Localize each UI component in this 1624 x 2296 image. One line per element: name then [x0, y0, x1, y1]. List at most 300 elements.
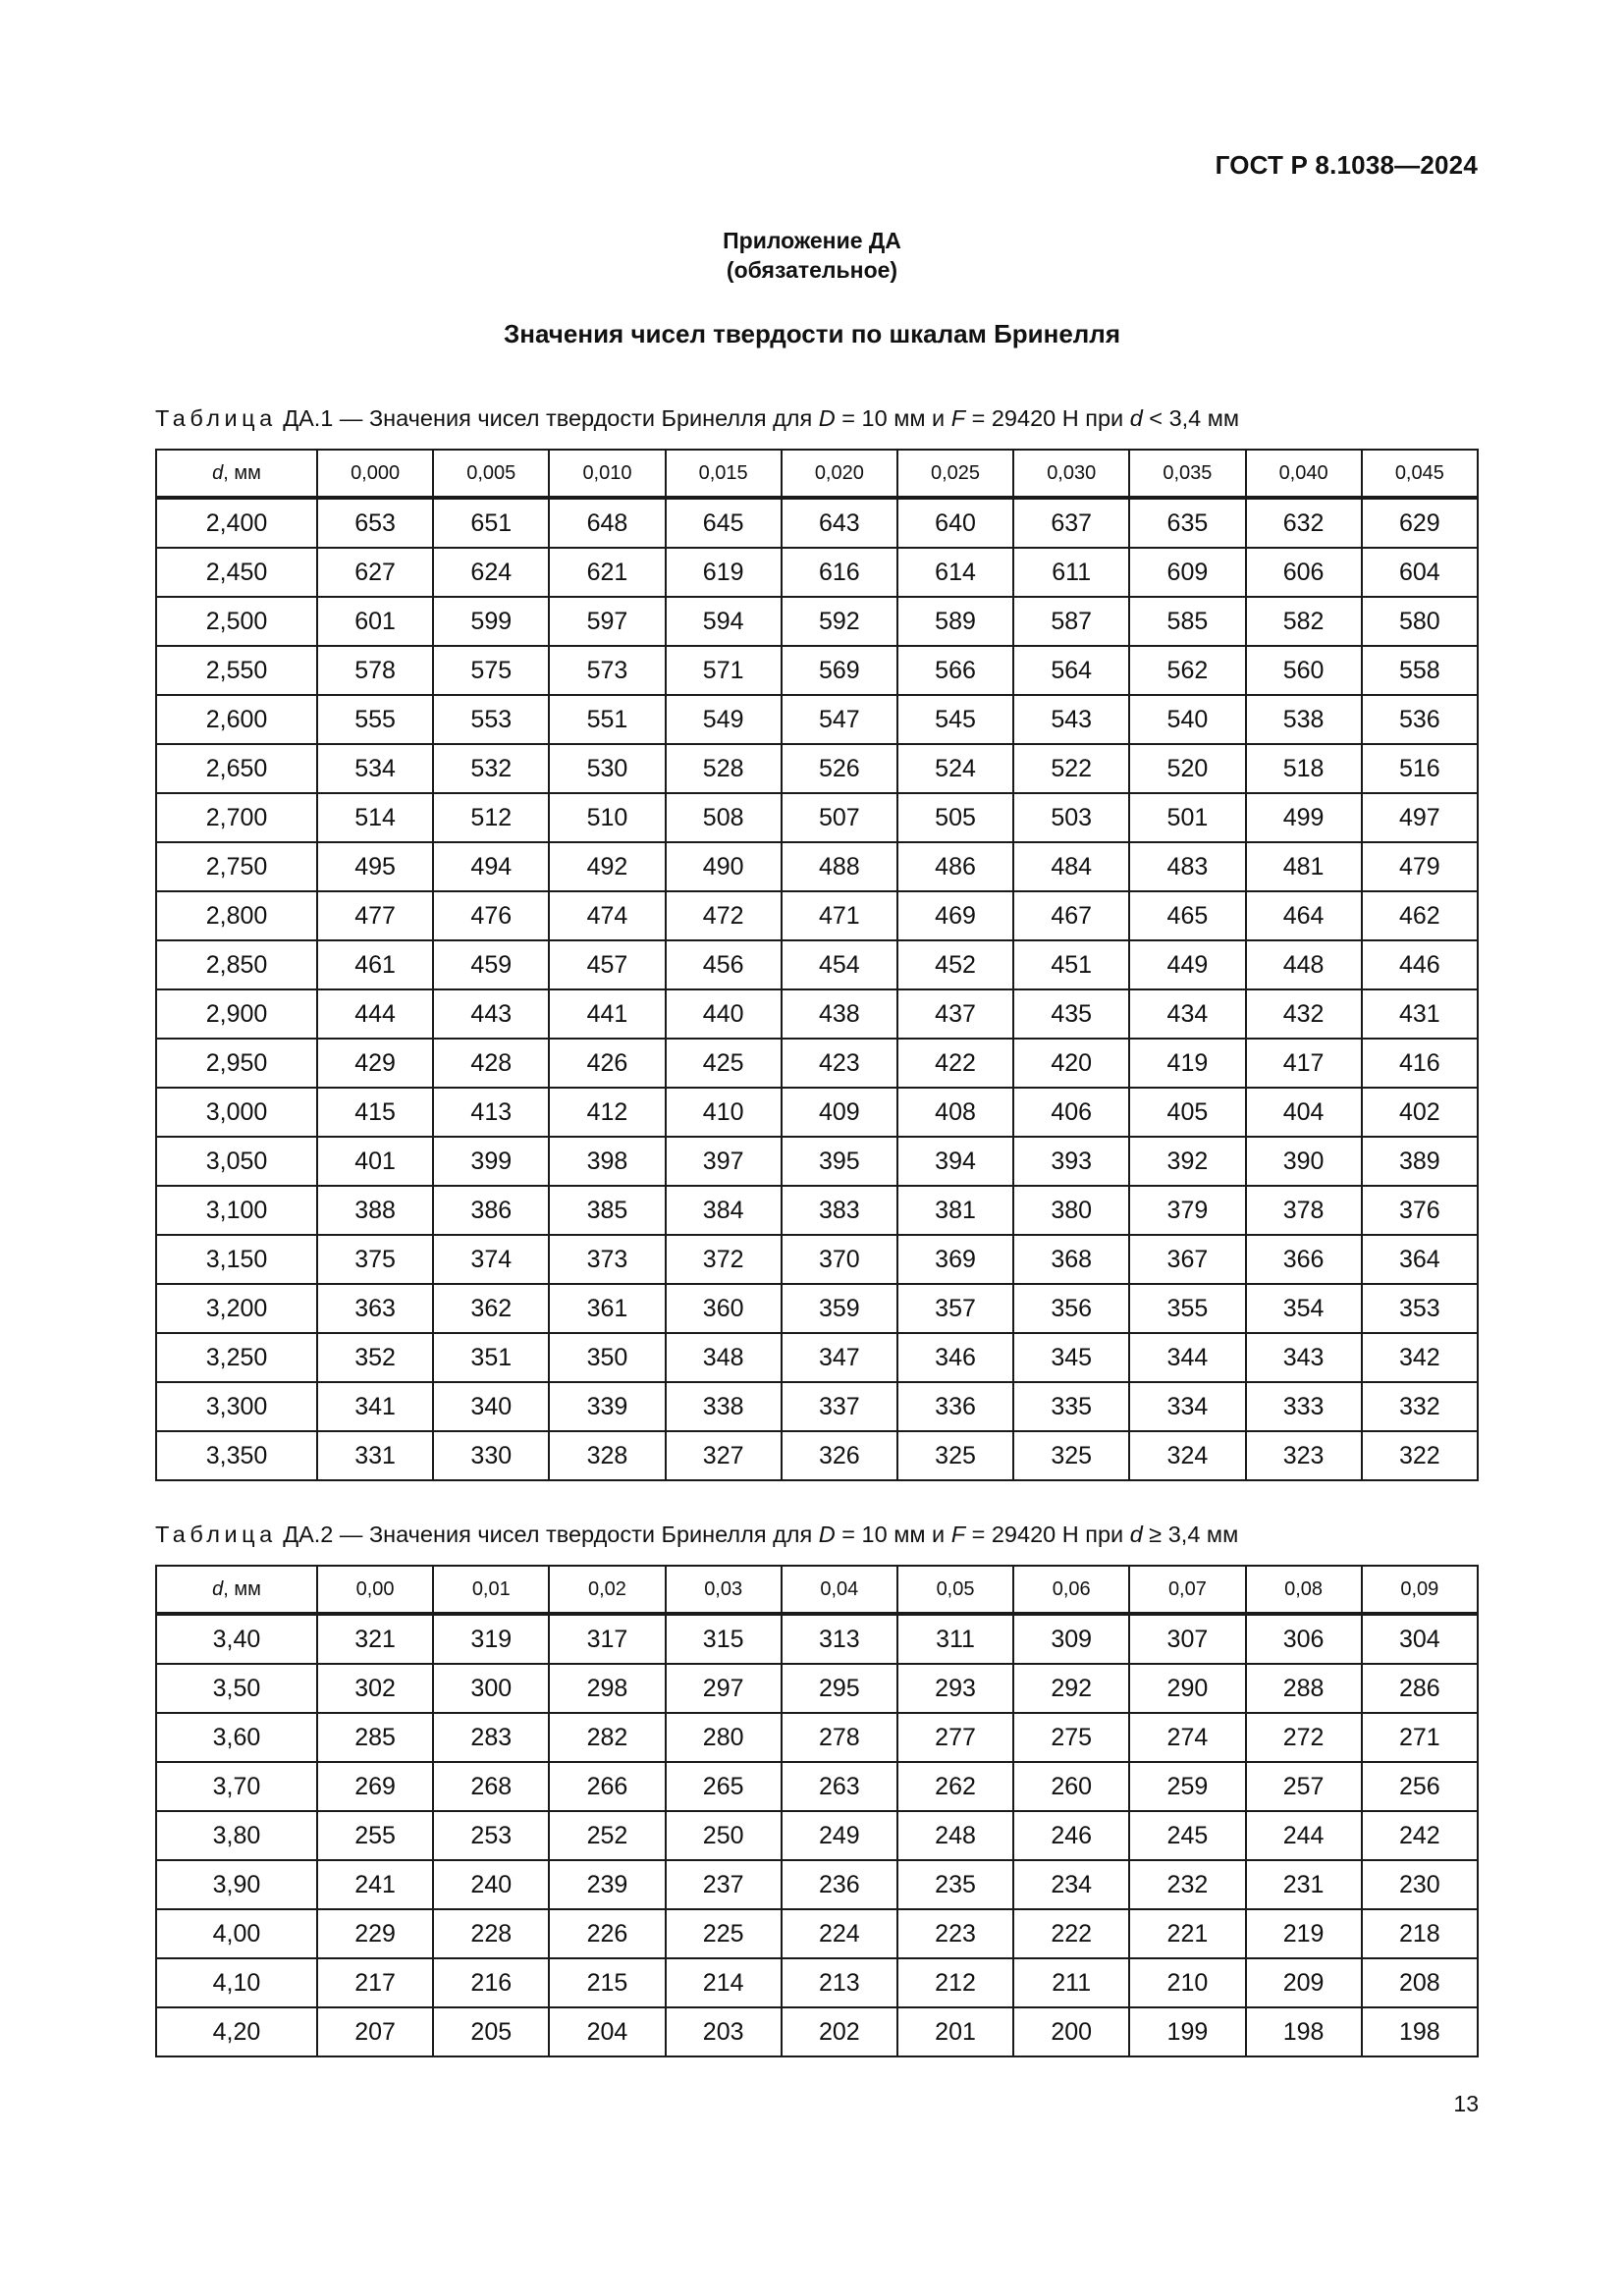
- hardness-value: 457: [549, 940, 665, 989]
- hardness-value: 253: [433, 1811, 549, 1860]
- hardness-value: 440: [666, 989, 782, 1039]
- hardness-value: 464: [1246, 891, 1362, 940]
- row-header-d: 2,850: [156, 940, 317, 989]
- hardness-value: 486: [897, 842, 1013, 891]
- hardness-value: 293: [897, 1664, 1013, 1713]
- row-header-d: 4,20: [156, 2007, 317, 2056]
- hardness-value: 257: [1246, 1762, 1362, 1811]
- hardness-value: 395: [782, 1137, 897, 1186]
- hardness-value: 604: [1362, 548, 1478, 597]
- hardness-value: 198: [1362, 2007, 1478, 2056]
- table-row: [156, 1333, 1478, 1382]
- hardness-value: 420: [1013, 1039, 1129, 1088]
- row-header-d: 3,90: [156, 1860, 317, 1909]
- column-header: 0,00: [317, 1566, 433, 1614]
- hardness-value: 212: [897, 1958, 1013, 2007]
- hardness-value: 355: [1129, 1284, 1245, 1333]
- row-header-d: 3,100: [156, 1186, 317, 1235]
- hardness-value: 215: [549, 1958, 665, 2007]
- row-header-d: 3,60: [156, 1713, 317, 1762]
- column-header: 0,05: [897, 1566, 1013, 1614]
- row-header-d: 2,650: [156, 744, 317, 793]
- hardness-value: 272: [1246, 1713, 1362, 1762]
- hardness-value: 632: [1246, 498, 1362, 548]
- table-header: [156, 450, 1478, 498]
- hardness-value: 416: [1362, 1039, 1478, 1088]
- hardness-value: 344: [1129, 1333, 1245, 1382]
- hardness-value: 645: [666, 498, 782, 548]
- hardness-value: 231: [1246, 1860, 1362, 1909]
- hardness-value: 307: [1129, 1614, 1245, 1664]
- column-header: 0,035: [1129, 450, 1245, 498]
- hardness-value: 569: [782, 646, 897, 695]
- header-row: [156, 1566, 1478, 1614]
- hardness-value: 368: [1013, 1235, 1129, 1284]
- hardness-value: 415: [317, 1088, 433, 1137]
- hardness-value: 495: [317, 842, 433, 891]
- hardness-value: 573: [549, 646, 665, 695]
- table-row: [156, 842, 1478, 891]
- caption-text: = 29420 Н при: [965, 1522, 1130, 1547]
- hardness-value: 379: [1129, 1186, 1245, 1235]
- row-header-d: 3,200: [156, 1284, 317, 1333]
- hardness-value: 425: [666, 1039, 782, 1088]
- column-header: 0,005: [433, 450, 549, 498]
- hardness-value: 325: [1013, 1431, 1129, 1480]
- hardness-value: 621: [549, 548, 665, 597]
- hardness-value: 505: [897, 793, 1013, 842]
- hardness-value: 651: [433, 498, 549, 548]
- hardness-value: 315: [666, 1614, 782, 1664]
- hardness-value: 490: [666, 842, 782, 891]
- hardness-value: 343: [1246, 1333, 1362, 1382]
- hardness-value: 265: [666, 1762, 782, 1811]
- column-header: 0,030: [1013, 450, 1129, 498]
- hardness-value: 222: [1013, 1909, 1129, 1958]
- hardness-value: 375: [317, 1235, 433, 1284]
- hardness-value: 494: [433, 842, 549, 891]
- table-row: [156, 646, 1478, 695]
- hardness-value: 348: [666, 1333, 782, 1382]
- table-row: [156, 1039, 1478, 1088]
- hardness-value: 337: [782, 1382, 897, 1431]
- hardness-value: 209: [1246, 1958, 1362, 2007]
- table-body: [156, 1614, 1478, 2056]
- row-header-d: 3,300: [156, 1382, 317, 1431]
- caption-label: Таблица: [155, 1522, 277, 1547]
- hardness-value: 397: [666, 1137, 782, 1186]
- hardness-value: 367: [1129, 1235, 1245, 1284]
- hardness-value: 334: [1129, 1382, 1245, 1431]
- hardness-value: 571: [666, 646, 782, 695]
- hardness-value: 309: [1013, 1614, 1129, 1664]
- hardness-value: 516: [1362, 744, 1478, 793]
- hardness-value: 456: [666, 940, 782, 989]
- hardness-value: 419: [1129, 1039, 1245, 1088]
- hardness-value: 322: [1362, 1431, 1478, 1480]
- hardness-value: 338: [666, 1382, 782, 1431]
- hardness-value: 335: [1013, 1382, 1129, 1431]
- hardness-value: 224: [782, 1909, 897, 1958]
- hardness-value: 280: [666, 1713, 782, 1762]
- hardness-value: 438: [782, 989, 897, 1039]
- hardness-value: 503: [1013, 793, 1129, 842]
- hardness-value: 441: [549, 989, 665, 1039]
- row-header-d: 2,500: [156, 597, 317, 646]
- hardness-value: 302: [317, 1664, 433, 1713]
- hardness-value: 277: [897, 1713, 1013, 1762]
- hardness-value: 323: [1246, 1431, 1362, 1480]
- hardness-value: 435: [1013, 989, 1129, 1039]
- hardness-value: 363: [317, 1284, 433, 1333]
- hardness-value: 406: [1013, 1088, 1129, 1137]
- hardness-value: 246: [1013, 1811, 1129, 1860]
- hardness-value: 325: [897, 1431, 1013, 1480]
- hardness-value: 352: [317, 1333, 433, 1382]
- column-header: 0,010: [549, 450, 665, 498]
- hardness-value: 347: [782, 1333, 897, 1382]
- hardness-value: 201: [897, 2007, 1013, 2056]
- hardness-value: 229: [317, 1909, 433, 1958]
- hardness-value: 512: [433, 793, 549, 842]
- hardness-value: 200: [1013, 2007, 1129, 2056]
- hardness-value: 429: [317, 1039, 433, 1088]
- hardness-value: 582: [1246, 597, 1362, 646]
- hardness-value: 383: [782, 1186, 897, 1235]
- hardness-value: 497: [1362, 793, 1478, 842]
- hardness-value: 321: [317, 1614, 433, 1664]
- hardness-value: 313: [782, 1614, 897, 1664]
- hardness-value: 449: [1129, 940, 1245, 989]
- hardness-value: 402: [1362, 1088, 1478, 1137]
- hardness-value: 359: [782, 1284, 897, 1333]
- hardness-value: 260: [1013, 1762, 1129, 1811]
- hardness-value: 317: [549, 1614, 665, 1664]
- hardness-value: 350: [549, 1333, 665, 1382]
- table-row: [156, 1762, 1478, 1811]
- hardness-value: 262: [897, 1762, 1013, 1811]
- hardness-value: 587: [1013, 597, 1129, 646]
- row-header-d: 4,00: [156, 1909, 317, 1958]
- table-row: [156, 1614, 1478, 1664]
- hardness-value: 481: [1246, 842, 1362, 891]
- hardness-value: 432: [1246, 989, 1362, 1039]
- hardness-value: 362: [433, 1284, 549, 1333]
- row-header-d: 2,450: [156, 548, 317, 597]
- hardness-value: 324: [1129, 1431, 1245, 1480]
- hardness-value: 326: [782, 1431, 897, 1480]
- hardness-value: 399: [433, 1137, 549, 1186]
- hardness-value: 555: [317, 695, 433, 744]
- caption-symbol: F: [950, 1522, 966, 1547]
- table-caption: [155, 405, 1239, 432]
- hardness-value: 609: [1129, 548, 1245, 597]
- hardness-table-da1: [155, 449, 1479, 1481]
- hardness-value: 483: [1129, 842, 1245, 891]
- hardness-value: 205: [433, 2007, 549, 2056]
- hardness-value: 369: [897, 1235, 1013, 1284]
- hardness-value: 578: [317, 646, 433, 695]
- hardness-value: 508: [666, 793, 782, 842]
- column-header: 0,07: [1129, 1566, 1245, 1614]
- hardness-value: 532: [433, 744, 549, 793]
- hardness-value: 390: [1246, 1137, 1362, 1186]
- caption-symbol: d: [1129, 405, 1143, 431]
- table-row: [156, 695, 1478, 744]
- hardness-value: 208: [1362, 1958, 1478, 2007]
- hardness-value: 240: [433, 1860, 549, 1909]
- hardness-value: 452: [897, 940, 1013, 989]
- hardness-value: 404: [1246, 1088, 1362, 1137]
- hardness-value: 566: [897, 646, 1013, 695]
- hardness-value: 627: [317, 548, 433, 597]
- caption-number: ДА.2: [283, 1522, 334, 1547]
- hardness-value: 339: [549, 1382, 665, 1431]
- hardness-value: 360: [666, 1284, 782, 1333]
- hardness-value: 234: [1013, 1860, 1129, 1909]
- hardness-value: 417: [1246, 1039, 1362, 1088]
- hardness-value: 611: [1013, 548, 1129, 597]
- hardness-value: 392: [1129, 1137, 1245, 1186]
- row-header-d: 3,000: [156, 1088, 317, 1137]
- row-header-d: 3,80: [156, 1811, 317, 1860]
- table-body: [156, 498, 1478, 1480]
- row-header-d: 4,10: [156, 1958, 317, 2007]
- hardness-value: 263: [782, 1762, 897, 1811]
- hardness-value: 275: [1013, 1713, 1129, 1762]
- hardness-value: 431: [1362, 989, 1478, 1039]
- hardness-value: 477: [317, 891, 433, 940]
- hardness-value: 241: [317, 1860, 433, 1909]
- hardness-value: 333: [1246, 1382, 1362, 1431]
- hardness-value: 394: [897, 1137, 1013, 1186]
- hardness-value: 297: [666, 1664, 782, 1713]
- hardness-value: 374: [433, 1235, 549, 1284]
- hardness-value: 393: [1013, 1137, 1129, 1186]
- hardness-value: 472: [666, 891, 782, 940]
- row-header-d: 3,50: [156, 1664, 317, 1713]
- row-header-d: 3,050: [156, 1137, 317, 1186]
- column-header-d: [156, 450, 317, 498]
- hardness-value: 331: [317, 1431, 433, 1480]
- caption-symbol: D: [818, 1522, 836, 1547]
- hardness-value: 629: [1362, 498, 1478, 548]
- table-row: [156, 793, 1478, 842]
- column-header: 0,04: [782, 1566, 897, 1614]
- hardness-value: 461: [317, 940, 433, 989]
- hardness-value: 474: [549, 891, 665, 940]
- table-row: [156, 2007, 1478, 2056]
- hardness-value: 218: [1362, 1909, 1478, 1958]
- hardness-value: 346: [897, 1333, 1013, 1382]
- row-header-d: 2,400: [156, 498, 317, 548]
- caption-label: Таблица: [155, 405, 277, 431]
- hardness-value: 422: [897, 1039, 1013, 1088]
- table-row: [156, 1909, 1478, 1958]
- hardness-value: 202: [782, 2007, 897, 2056]
- hardness-value: 198: [1246, 2007, 1362, 2056]
- hardness-value: 366: [1246, 1235, 1362, 1284]
- page-number: 13: [1453, 2091, 1479, 2116]
- hardness-value: 409: [782, 1088, 897, 1137]
- column-header: 0,01: [433, 1566, 549, 1614]
- hardness-value: 547: [782, 695, 897, 744]
- hardness-value: 342: [1362, 1333, 1478, 1382]
- hardness-value: 637: [1013, 498, 1129, 548]
- caption-text: — Значения чисел твердости Бринелля для: [333, 405, 819, 431]
- hardness-value: 298: [549, 1664, 665, 1713]
- hardness-value: 580: [1362, 597, 1478, 646]
- table-row: [156, 1860, 1478, 1909]
- column-header: 0,020: [782, 450, 897, 498]
- caption-text: = 29420 Н при: [965, 405, 1130, 431]
- hardness-value: 384: [666, 1186, 782, 1235]
- hardness-value: 300: [433, 1664, 549, 1713]
- table-row: [156, 1284, 1478, 1333]
- hardness-value: 341: [317, 1382, 433, 1431]
- hardness-value: 451: [1013, 940, 1129, 989]
- hardness-value: 245: [1129, 1811, 1245, 1860]
- hardness-value: 635: [1129, 498, 1245, 548]
- hardness-value: 412: [549, 1088, 665, 1137]
- hardness-value: 484: [1013, 842, 1129, 891]
- column-header: 0,08: [1246, 1566, 1362, 1614]
- hardness-value: 545: [897, 695, 1013, 744]
- hardness-value: 203: [666, 2007, 782, 2056]
- hardness-value: 459: [433, 940, 549, 989]
- hardness-value: 543: [1013, 695, 1129, 744]
- hardness-value: 211: [1013, 1958, 1129, 2007]
- hardness-value: 214: [666, 1958, 782, 2007]
- hardness-value: 526: [782, 744, 897, 793]
- hardness-value: 585: [1129, 597, 1245, 646]
- row-header-d: 3,40: [156, 1614, 317, 1664]
- hardness-value: 219: [1246, 1909, 1362, 1958]
- hardness-value: 210: [1129, 1958, 1245, 2007]
- hardness-value: 479: [1362, 842, 1478, 891]
- hardness-value: 376: [1362, 1186, 1478, 1235]
- hardness-value: 553: [433, 695, 549, 744]
- hardness-value: 319: [433, 1614, 549, 1664]
- hardness-value: 408: [897, 1088, 1013, 1137]
- hardness-value: 204: [549, 2007, 665, 2056]
- hardness-value: 467: [1013, 891, 1129, 940]
- hardness-value: 216: [433, 1958, 549, 2007]
- table-row: [156, 1958, 1478, 2007]
- table-row: [156, 1811, 1478, 1860]
- hardness-value: 351: [433, 1333, 549, 1382]
- hardness-value: 428: [433, 1039, 549, 1088]
- hardness-value: 492: [549, 842, 665, 891]
- hardness-value: 244: [1246, 1811, 1362, 1860]
- hardness-value: 330: [433, 1431, 549, 1480]
- hardness-value: 295: [782, 1664, 897, 1713]
- hardness-value: 221: [1129, 1909, 1245, 1958]
- row-header-d: 2,800: [156, 891, 317, 940]
- hardness-value: 410: [666, 1088, 782, 1137]
- document-code: ГОСТ Р 8.1038—2024: [1215, 150, 1478, 180]
- hardness-value: 288: [1246, 1664, 1362, 1713]
- hardness-value: 242: [1362, 1811, 1478, 1860]
- table-row: [156, 989, 1478, 1039]
- hardness-value: 340: [433, 1382, 549, 1431]
- hardness-value: 353: [1362, 1284, 1478, 1333]
- hardness-value: 624: [433, 548, 549, 597]
- hardness-value: 256: [1362, 1762, 1478, 1811]
- hardness-value: 476: [433, 891, 549, 940]
- row-header-d: 3,150: [156, 1235, 317, 1284]
- hardness-value: 471: [782, 891, 897, 940]
- table-row: [156, 1186, 1478, 1235]
- hardness-value: 434: [1129, 989, 1245, 1039]
- hardness-value: 372: [666, 1235, 782, 1284]
- column-header: 0,025: [897, 450, 1013, 498]
- hardness-value: 361: [549, 1284, 665, 1333]
- caption-text: < 3,4 мм: [1142, 405, 1240, 431]
- hardness-value: 327: [666, 1431, 782, 1480]
- hardness-value: 274: [1129, 1713, 1245, 1762]
- caption-number: ДА.1: [283, 405, 334, 431]
- hardness-value: 389: [1362, 1137, 1478, 1186]
- hardness-value: 514: [317, 793, 433, 842]
- hardness-value: 255: [317, 1811, 433, 1860]
- table-row: [156, 1088, 1478, 1137]
- hardness-value: 538: [1246, 695, 1362, 744]
- hardness-value: 601: [317, 597, 433, 646]
- header-row: [156, 450, 1478, 498]
- hardness-value: 373: [549, 1235, 665, 1284]
- hardness-table-da2: [155, 1565, 1479, 2057]
- column-header: 0,06: [1013, 1566, 1129, 1614]
- column-header: 0,045: [1362, 450, 1478, 498]
- hardness-value: 589: [897, 597, 1013, 646]
- row-header-d: 2,600: [156, 695, 317, 744]
- hardness-value: 597: [549, 597, 665, 646]
- hardness-value: 283: [433, 1713, 549, 1762]
- hardness-value: 278: [782, 1713, 897, 1762]
- column-header: 0,040: [1246, 450, 1362, 498]
- hardness-value: 336: [897, 1382, 1013, 1431]
- hardness-value: 207: [317, 2007, 433, 2056]
- hardness-value: 592: [782, 597, 897, 646]
- hardness-value: 269: [317, 1762, 433, 1811]
- column-header: 0,000: [317, 450, 433, 498]
- row-header-d: 2,900: [156, 989, 317, 1039]
- hardness-value: 385: [549, 1186, 665, 1235]
- hardness-value: 225: [666, 1909, 782, 1958]
- hardness-value: 551: [549, 695, 665, 744]
- hardness-value: 282: [549, 1713, 665, 1762]
- hardness-value: 370: [782, 1235, 897, 1284]
- hardness-value: 560: [1246, 646, 1362, 695]
- d-symbol: d: [212, 1577, 224, 1600]
- hardness-value: 575: [433, 646, 549, 695]
- table-row: [156, 891, 1478, 940]
- hardness-value: 381: [897, 1186, 1013, 1235]
- hardness-value: 540: [1129, 695, 1245, 744]
- hardness-value: 426: [549, 1039, 665, 1088]
- section-title: Значения чисел твердости по шкалам Бринелля: [504, 319, 1120, 348]
- hardness-value: 249: [782, 1811, 897, 1860]
- hardness-value: 616: [782, 548, 897, 597]
- hardness-value: 332: [1362, 1382, 1478, 1431]
- hardness-value: 311: [897, 1614, 1013, 1664]
- table-row: [156, 1664, 1478, 1713]
- hardness-value: 356: [1013, 1284, 1129, 1333]
- hardness-value: 619: [666, 548, 782, 597]
- hardness-value: 232: [1129, 1860, 1245, 1909]
- hardness-value: 239: [549, 1860, 665, 1909]
